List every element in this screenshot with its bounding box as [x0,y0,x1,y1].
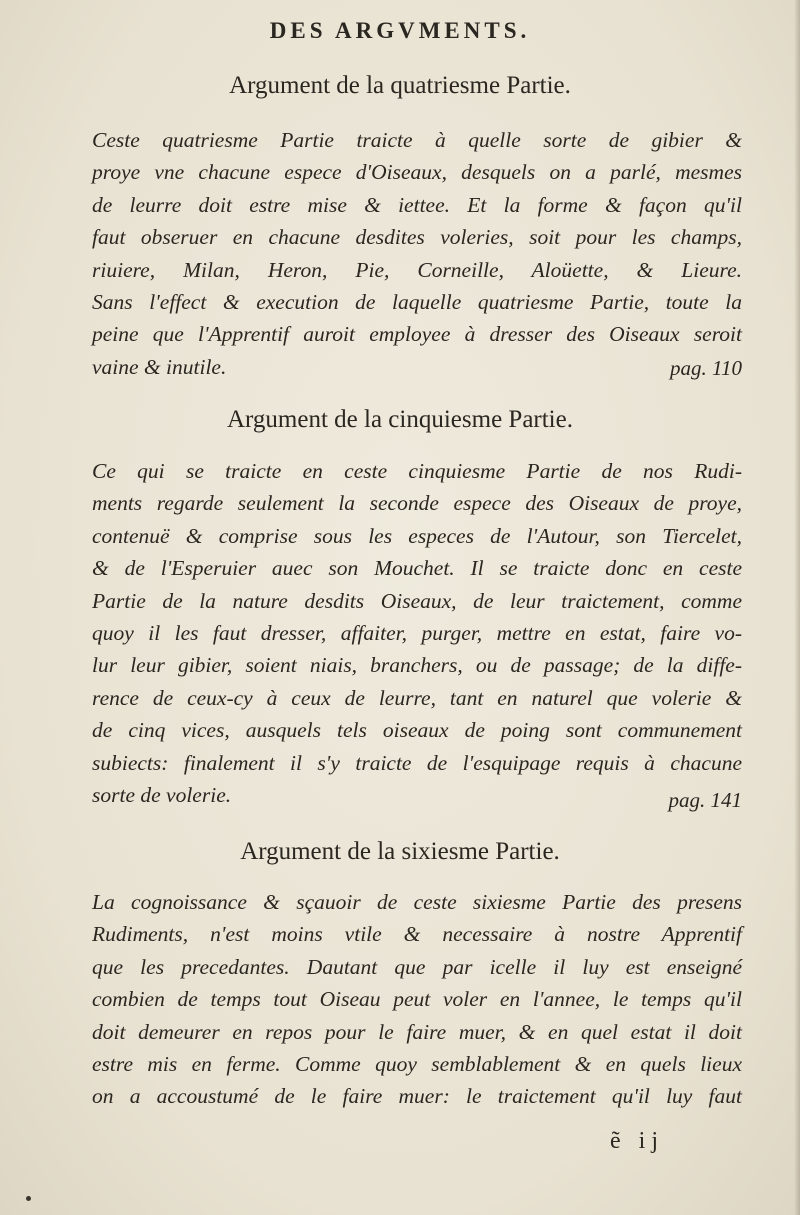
text-line: contenuë & comprise sous les especes de l'Autour, son Tiercelet, [92,523,742,548]
paragraph-6 [92,886,742,1113]
page-reference: pag. 141 [668,788,742,812]
text-line: doit demeurer en repos pour le faire muer, & en quel estat il doit [92,1019,742,1044]
section-title-5: Argument de la cinquiesme Partie. [227,406,573,433]
text-line: Ce qui se traicte en ceste cinquiesme Partie de nos Rudi- [92,459,742,483]
text-line: quoy il les faut dresser, affaiter, purger, mettre en estat, faire vo- [92,621,742,646]
text-line: rence de ceux-cy à ceux de leurre, tant en naturel que volerie & [92,685,742,710]
text-line: de leurre doit estre mise & iettee. Et la forme & façon qu'il [92,192,742,217]
section-title-4: Argument de la quatriesme Partie. [229,72,571,99]
text-line: faut obseruer en chacune desdites voleries, soit pour les champs, [92,225,742,250]
text-line: que les precedantes. Dautant que par icelle il luy est enseigné [92,954,742,979]
running-head: DES ARGVMENTS. [269,18,531,43]
page-reference: pag. 110 [670,356,742,380]
signature-mark: ẽ ij [610,1128,664,1154]
text-line: peine que l'Apprentif auroit employee à dresser des Oiseaux seroit [92,322,742,347]
page-edge-shadow [794,0,800,1215]
text-line: riuiere, Milan, Heron, Pie, Corneille, Aloüette, & Lieure. [92,257,742,282]
text-line: & de l'Esperuier auec son Mouchet. Il se traicte donc en ceste [92,556,742,581]
text-line: combien de temps tout Oiseau peut voler en l'annee, le temps qu'il [92,987,742,1012]
text-line: La cognoissance & sçauoir de ceste sixiesme Partie des presens [92,890,742,914]
text-line: ments regarde seulement la seconde espece des Oiseaux de proye, [92,491,742,516]
text-line: on a accoustumé de le faire muer: le traictement qu'il luy faut [92,1084,742,1109]
text-line: lur leur gibier, soient niais, branchers, ou de passage; de la diffe- [92,653,742,678]
text-line: Rudiments, n'est moins vtile & necessaire à nostre Apprentif [92,922,742,947]
paragraph-4 [92,124,742,383]
text-line: de cinq vices, ausquels tels oiseaux de poing sont communement [92,718,742,743]
text-line: subiects: finalement il s'y traicte de l'esquipage requis à chacune [92,750,742,775]
text-line: estre mis en ferme. Comme quoy semblablement & en quels lieux [92,1052,742,1077]
section-title-6: Argument de la sixiesme Partie. [240,838,560,865]
text-line: Partie de la nature desdits Oiseaux, de leur traictement, comme [92,588,742,613]
ink-spot [26,1196,31,1201]
text-line: sorte de volerie. [92,783,232,808]
text-line: proye vne chacune espece d'Oiseaux, desquels on a parlé, mesmes [92,160,742,185]
text-line: Ceste quatriesme Partie traicte à quelle sorte de gibier & [92,128,742,152]
text-line: Sans l'effect & execution de laquelle quatriesme Partie, toute la [92,290,742,315]
text-line: vaine & inutile. [92,354,227,379]
paragraph-5 [92,455,742,811]
